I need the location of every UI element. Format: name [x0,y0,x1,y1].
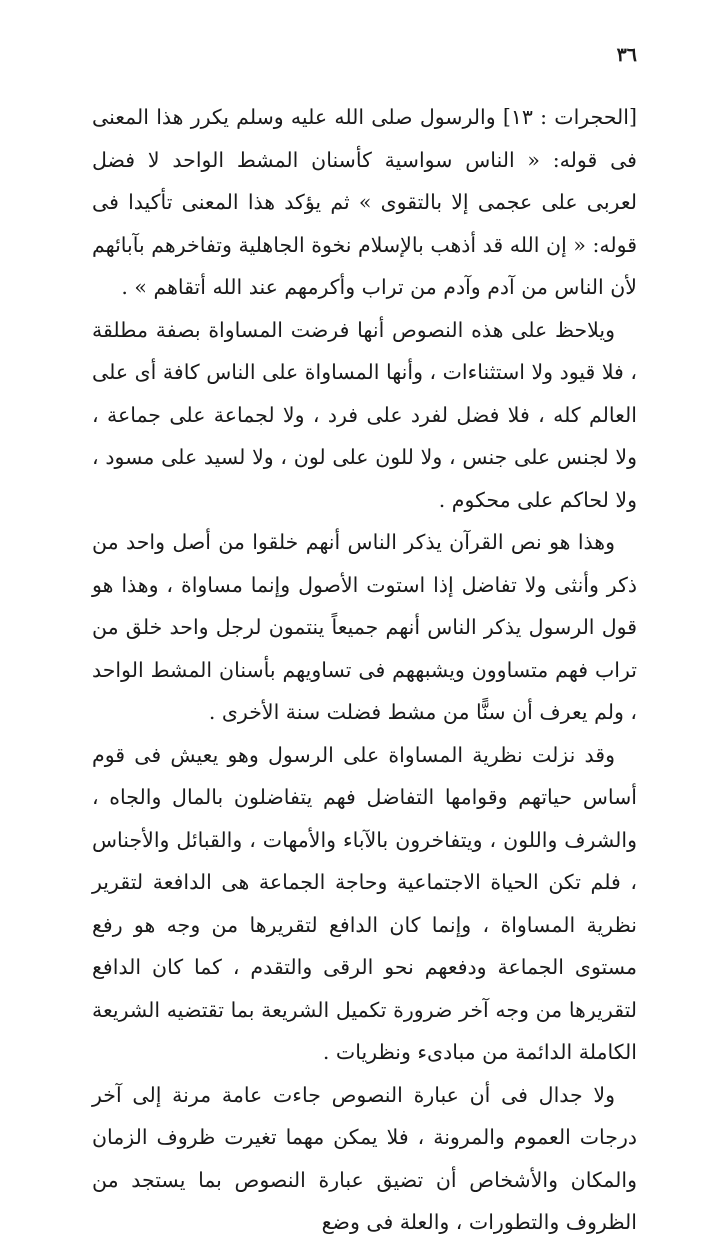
paragraph-revelation-context: وقد نزلت نظرية المساواة على الرسول وهو يعيش فى قوم أساس حياتهم وقوامها التفاضل فهم يتفاضلون بالمال والجاه ، والشرف واللون ، ويتفاخرون بالآباء والأمهات ، والقبائل والأجناس ، فلم تكن الحياة الاجتماعية وحاجة الجماعة هى الدافعة لتقرير نظرية المساواة ، وإنما كان الدافع لتقريرها من وجه هو رفع مستوى الجماعة ودفعهم نحو الرقى والتقدم ، كما كان الدافع لتقريرها من وجه آخر ضرورة تكميل الشريعة بما تقتضيه الشريعة الكاملة الدائمة من مبادىء ونظريات . [92,742,637,1064]
paragraph-hadith-quote: [الحجرات : ١٣] والرسول صلى الله عليه وسلم يكرر هذا المعنى فى قوله: « الناس سواسية كأسنان المشط الواحد لا فضل لعربى على عجمى إلا بالتقوى » ثم يؤكد هذا المعنى تأكيدا فى قوله: « إن الله قد أذهب بالإسلام نخوة الجاهلية وتفاخرهم بآبائهم لأن الناس من آدم وآدم من تراب وأكرمهم عند الله أتقاهم » . [92,105,637,299]
page-number: ٣٦ [616,44,637,66]
paragraph-absolute-equality: ويلاحظ على هذه النصوص أنها فرضت المساواة بصفة مطلقة ، فلا قيود ولا استثناءات ، وأنها المساواة على الناس كافة أى على العالم كله ، فلا فضل لفرد على فرد ، ولا لجماعة على جماعة ، ولا لجنس على جنس ، ولا للون على لون ، ولا لسيد على مسود ، ولا لحاكم على محكوم . [92,317,637,512]
paragraph-quran-text: وهذا هو نص القرآن يذكر الناس أنهم خلقوا من أصل واحد من ذكر وأنثى ولا تفاضل إذا استوت الأصول وإنما مساواة ، وهذا هو قول الرسول يذكر الناس أنهم جميعاً ينتمون لرجل واحد خلق من تراب فهم متساوون ويشبههم فى تساويهم بأسنان المشط الواحد ، ولم يعرف أن سنًّا من مشط فضلت سنة الأخرى . [92,530,637,724]
body-text [92,96,637,1244]
paragraph-flexibility: ولا جدال فى أن عبارة النصوص جاءت عامة مرنة إلى آخر درجات العموم والمرونة ، فلا يمكن مهما تغيرت ظروف الزمان والمكان والأشخاص أن تضيق عبارة النصوص بما يستجد من الظروف والتطورات ، والعلة فى وضع [92,1082,637,1234]
